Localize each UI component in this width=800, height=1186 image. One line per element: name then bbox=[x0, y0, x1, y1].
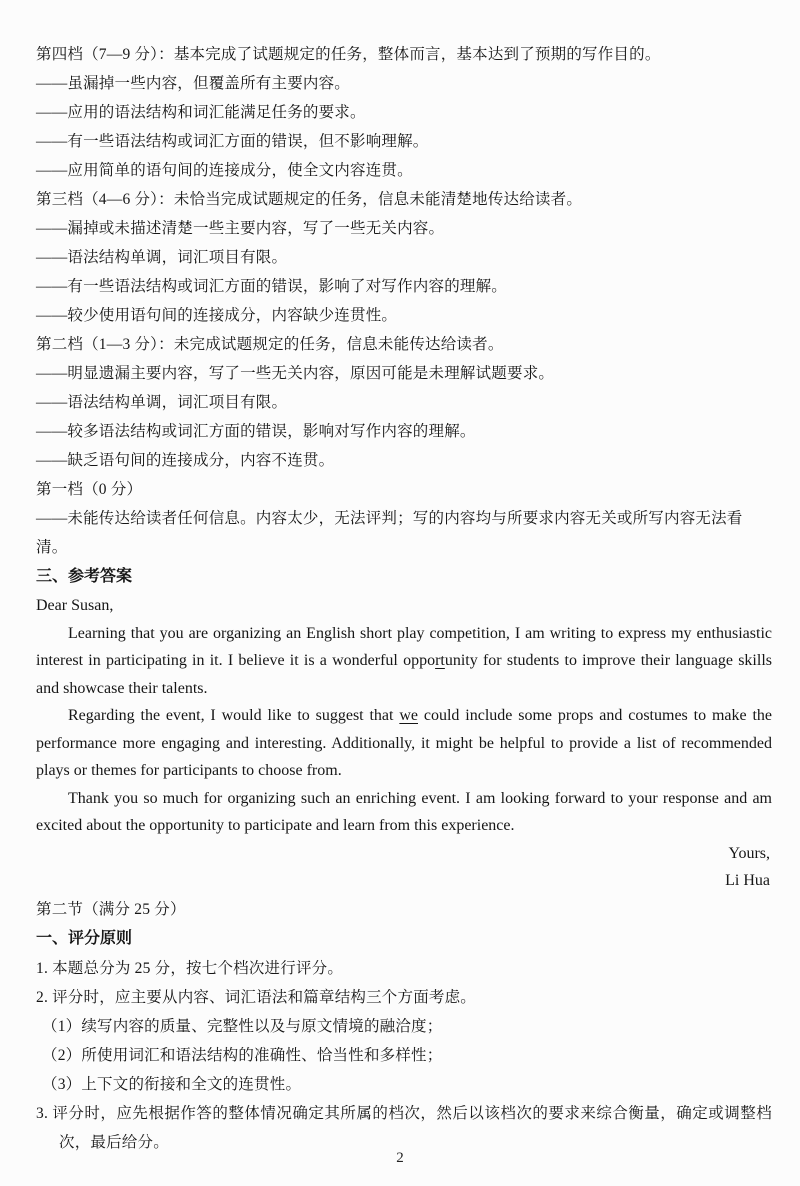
rubric-line: ——虽漏掉一些内容，但覆盖所有主要内容。 bbox=[36, 75, 351, 92]
rubric-band-3-header: 第三档（4—6 分）：未恰当完成试题规定的任务，信息未能清楚地传达给读者。 bbox=[36, 191, 583, 208]
principle-item-3: 3. 评分时，应先根据作答的整体情况确定其所属的档次，然后以该档次的要求来综合衡量，确定或调整档次，最后给分。 bbox=[36, 1104, 772, 1151]
principle-item-1: 1. 本题总分为 25 分，按七个档次进行评分。 bbox=[36, 959, 344, 977]
rubric-line: ——语法结构单调，词汇项目有限。 bbox=[36, 394, 288, 411]
rubric-line: ——应用的语法结构和词汇能满足任务的要求。 bbox=[36, 104, 366, 121]
letter-salutation: Dear Susan, bbox=[36, 597, 114, 614]
rubric-line: ——有一些语法结构或词汇方面的错误，但不影响理解。 bbox=[36, 133, 429, 150]
rubric-line: ——有一些语法结构或词汇方面的错误，影响了对写作内容的理解。 bbox=[36, 278, 508, 295]
rubric-line: ——较多语法结构或词汇方面的错误，影响对写作内容的理解。 bbox=[36, 423, 476, 440]
section-two bbox=[36, 895, 772, 1157]
letter-paragraph-1 bbox=[36, 620, 772, 703]
rubric-line: ——明显遗漏主要内容，写了一些无关内容，原因可能是未理解试题要求。 bbox=[36, 365, 555, 382]
letter-signature: Li Hua bbox=[725, 872, 770, 889]
rubric-line: ——语法结构单调，词汇项目有限。 bbox=[36, 249, 288, 266]
underlined-text: rt bbox=[435, 652, 445, 669]
letter-paragraph-2 bbox=[36, 702, 772, 785]
rubric-line: ——缺乏语句间的连接成分，内容不连贯。 bbox=[36, 452, 335, 469]
rubric-line: ——未能传达给读者任何信息。内容太少，无法评判；写的内容均与所要求内容无关或所写内容无法看清。 bbox=[36, 510, 743, 556]
section-two-title: 第二节（满分 25 分） bbox=[36, 900, 186, 918]
scoring-principles-heading: 一、评分原则 bbox=[36, 929, 133, 947]
principle-subitem-2: （2）所使用词汇和语法结构的准确性、恰当性和多样性； bbox=[42, 1046, 443, 1064]
paragraph-text: could include some props and costumes to make the performance more engaging and interesting. Additionally, it might be helpful to provide a list of recommended plays or themes for participants to choose from. bbox=[36, 707, 772, 779]
page-number: 2 bbox=[396, 1150, 404, 1166]
reference-answer-section bbox=[36, 562, 772, 895]
principle-subitem-1: （1）续写内容的质量、完整性以及与原文情境的融洽度； bbox=[42, 1017, 443, 1035]
rubric-line: ——漏掉或未描述清楚一些主要内容，写了一些无关内容。 bbox=[36, 220, 445, 237]
rubric-band-1-header: 第一档（0 分） bbox=[36, 481, 143, 498]
rubric-line: ——应用简单的语句间的连接成分，使全文内容连贯。 bbox=[36, 162, 413, 179]
principle-item-2: 2. 评分时，应主要从内容、词汇语法和篇章结构三个方面考虑。 bbox=[36, 988, 477, 1006]
letter-closing: Yours, bbox=[728, 844, 770, 862]
underlined-text: we bbox=[399, 707, 418, 724]
principle-subitem-3: （3）上下文的衔接和全文的连贯性。 bbox=[42, 1075, 302, 1093]
rubric-section bbox=[36, 40, 772, 562]
rubric-line: ——较少使用语句间的连接成分，内容缺少连贯性。 bbox=[36, 307, 398, 324]
letter-paragraph-3: Thank you so much for organizing such an enriching event. I am looking forward to your response and am excited about the opportunity to participate and learn from this experience. bbox=[36, 789, 772, 834]
rubric-band-4-header: 第四档（7—9 分）：基本完成了试题规定的任务，整体而言，基本达到了预期的写作目的。 bbox=[36, 46, 661, 63]
paragraph-text: Regarding the event, I would like to suggest that bbox=[68, 707, 400, 724]
paragraph-text: unity for students to improve their language skills and showcase their talents. bbox=[36, 652, 772, 697]
rubric-band-2-header: 第二档（1—3 分）：未完成试题规定的任务，信息未能传达给读者。 bbox=[36, 336, 504, 353]
reference-answer-heading: 三、参考答案 bbox=[36, 568, 133, 585]
paragraph-text: Learning that you are organizing an English short play competition, I am writing to express my enthusiastic interest in participating in it. I believe it is a wonderful oppo bbox=[36, 624, 772, 669]
